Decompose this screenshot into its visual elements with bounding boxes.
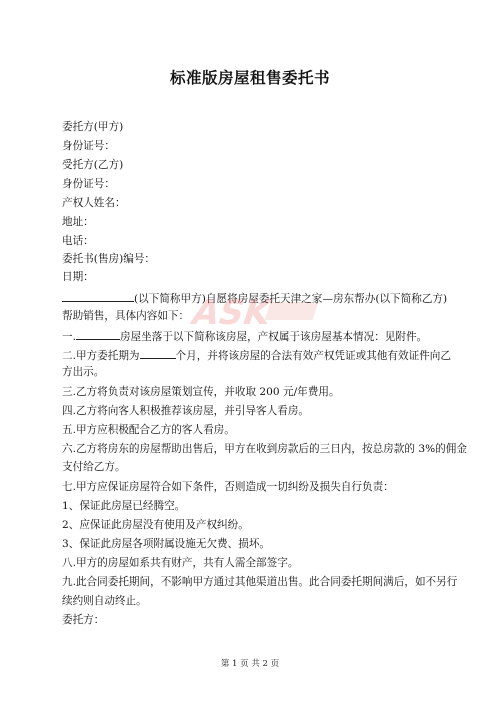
- principal-id-label: 身份证号：: [62, 140, 115, 152]
- clause-1-number: 一.: [62, 331, 76, 343]
- svg-text:ASK: ASK: [186, 293, 277, 333]
- signature-principal-label: 委托方：: [62, 614, 105, 626]
- property-location-blank: [76, 329, 120, 340]
- intro-text: (以下简称甲方)自愿将房屋委托天津之家—房东帮办(以下简称乙方): [134, 293, 448, 305]
- principal-name-blank: [62, 291, 134, 302]
- clause-2-text: 个月，并将该房屋的合法有效产权凭证或其他有效证件向乙: [175, 350, 451, 362]
- condition-3: 3、保证此房屋各项附属设施无欠费、损坏。: [62, 538, 271, 550]
- agent-party-label: 受托方(乙方): [62, 159, 124, 171]
- intro-paragraph-line-2: 帮助销售，具体内容如下：: [62, 310, 190, 322]
- clause-2-prefix: 二.甲方委托期为: [62, 350, 140, 362]
- phone-label: 电话：: [62, 235, 94, 247]
- term-months-blank: [140, 348, 176, 359]
- clause-5: 五.甲方应积极配合乙方的客人看房。: [62, 424, 235, 436]
- owner-name-label: 产权人姓名：: [62, 197, 126, 209]
- condition-1: 1、保证此房屋已经腾空。: [62, 500, 186, 512]
- contract-number-label: 委托书(售房)编号：: [62, 253, 156, 265]
- principal-party-label: 委托方(甲方): [62, 121, 124, 133]
- clause-6-line-2: 支付给乙方。: [62, 461, 126, 473]
- clause-2-line-2: 方出示。: [62, 366, 105, 378]
- clause-6-line-1: 六.乙方将房东的房屋帮助出售后，甲方在收到房款后的三日内，按总房款的 3%的佣金: [62, 443, 467, 455]
- clause-2-line-1: [62, 348, 451, 363]
- clause-9-line-2: 续约则自动终止。: [62, 595, 147, 607]
- clause-1-text: 房屋坐落于以下简称该房屋，产权属于该房屋基本情况：见附件。: [119, 331, 428, 343]
- address-label: 地址：: [62, 216, 94, 228]
- watermark-logo: [175, 288, 335, 336]
- document-title: 标准版房屋租售委托书: [169, 69, 330, 87]
- agent-id-label: 身份证号：: [62, 178, 115, 190]
- clause-9-line-1: 九.此合同委托期间，不影响甲方通过其他渠道出售。此合同委托期间满后，如不另行: [62, 576, 458, 588]
- clause-3: 三.乙方将负责对该房屋策划宣传，并收取 200 元/年费用。: [62, 386, 340, 398]
- date-label: 日期：: [62, 271, 94, 283]
- condition-2: 2、应保证此房屋没有使用及产权纠纷。: [62, 519, 249, 531]
- clause-4: 四.乙方将向客人积极推荐该房屋，并引导客人看房。: [62, 405, 310, 417]
- clause-7: 七.甲方应保证房屋符合如下条件，否则造成一切纠纷及损失自行负责：: [62, 481, 394, 493]
- clause-8: 八.甲方的房屋如系共有财产，共有人需全部签字。: [62, 557, 299, 569]
- page-footer: 第 1 页 共 2 页: [220, 659, 280, 669]
